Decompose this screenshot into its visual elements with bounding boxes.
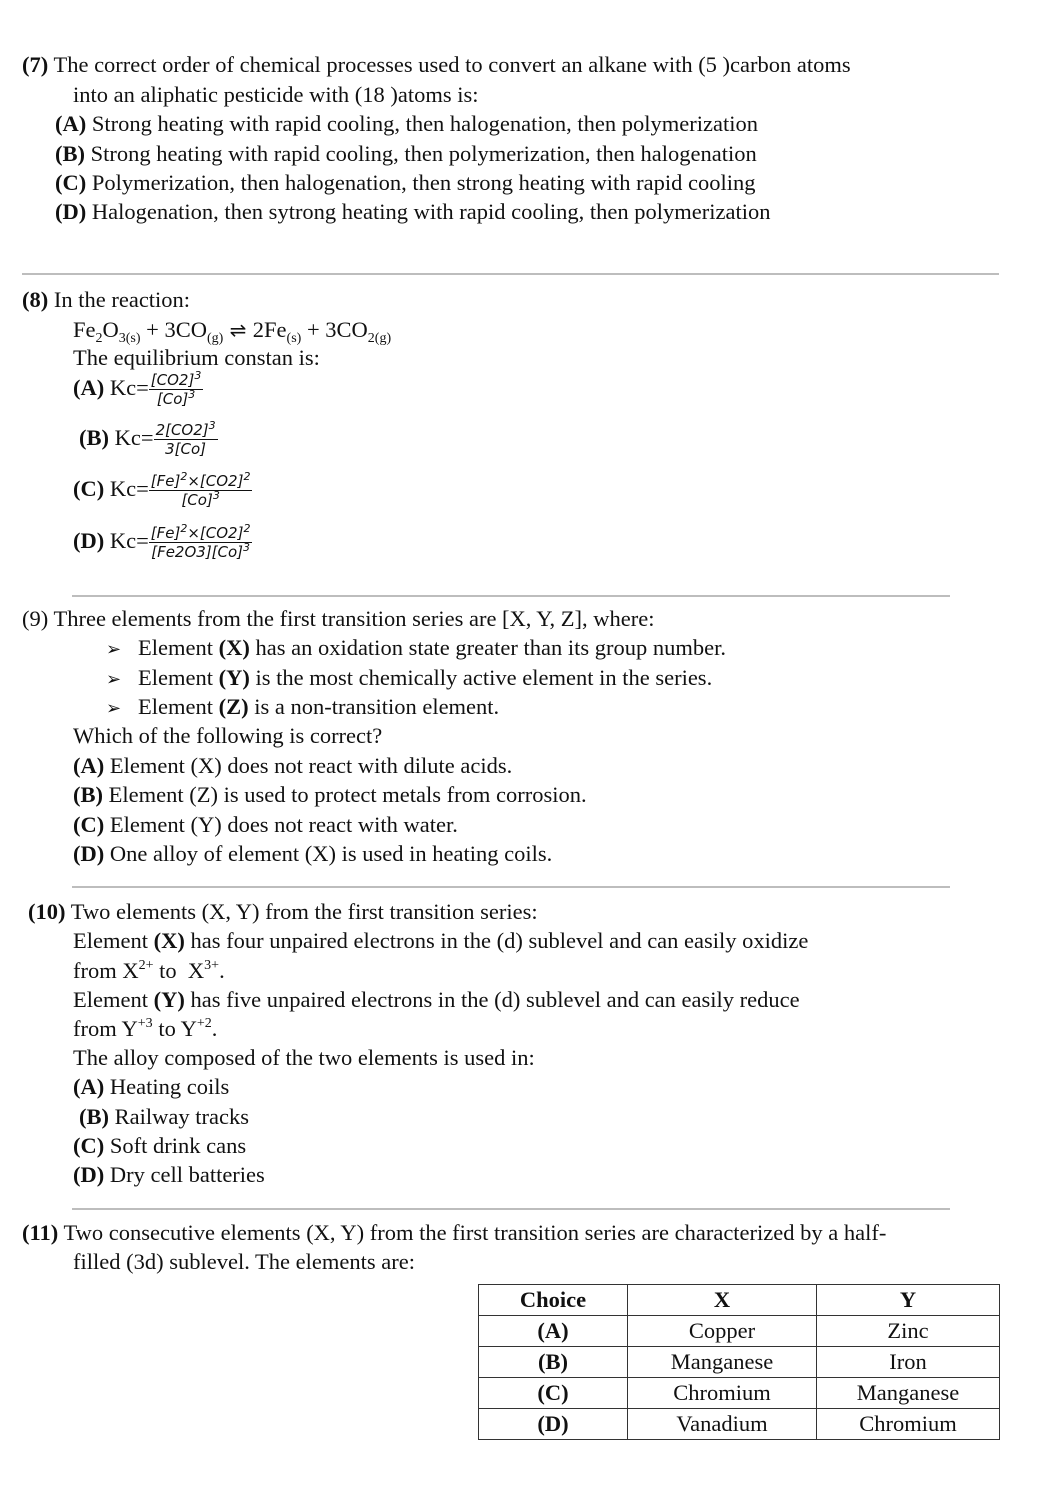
table-row — [479, 1378, 1000, 1409]
table-header-row — [479, 1285, 1000, 1316]
table-cell: (C) — [479, 1378, 628, 1409]
table-cell: (B) — [479, 1347, 628, 1378]
q8-stem-text: In the reaction: — [48, 287, 191, 312]
fraction-denominator: $[Co]^3$ — [156, 388, 196, 408]
table-cell: Copper — [628, 1316, 817, 1347]
option-label: (B) — [79, 425, 109, 451]
table-cell: Vanadium — [628, 1409, 817, 1440]
q8-number: (8) — [22, 287, 49, 312]
q10-option-b: (B) Railway tracks — [79, 1104, 249, 1129]
q9-option-b: (B) Element (Z) is used to protect metals from corrosion. — [73, 782, 587, 807]
reaction-sub: 2(g) — [367, 331, 392, 346]
q7-number: (7) — [22, 52, 49, 77]
kc-fraction — [154, 419, 218, 458]
column-header: Choice — [479, 1285, 628, 1316]
option-label: (C) — [55, 170, 87, 195]
arrow-bullet-icon: ➢ — [106, 698, 122, 719]
divider — [72, 1208, 950, 1210]
q10-x-line-2: from $X^{2+}$ to $X^{3+}$. — [73, 958, 225, 983]
q11-choices-table — [478, 1284, 1000, 1440]
q7-stem-line-2: into an aliphatic pesticide with (18 )atoms is: — [73, 82, 479, 107]
q9-question: Which of the following is correct? — [73, 723, 383, 748]
column-header: Y — [817, 1285, 1000, 1316]
table-cell: Zinc — [817, 1316, 1000, 1347]
q11-stem-line-2: filled (3d) sublevel. The elements are: — [73, 1249, 415, 1274]
q9-number: (9) — [22, 606, 49, 631]
kc-label: Kc= — [109, 476, 149, 502]
kc-fraction — [149, 470, 253, 509]
q10-x-line-1: Element (X) has four unpaired electrons in the (d) sublevel and can easily oxidize — [73, 928, 809, 953]
q10-y-line-1: Element (Y) has five unpaired electrons in the (d) sublevel and can easily reduce — [73, 987, 800, 1012]
q7-option-c — [55, 172, 755, 195]
kc-label: Kc= — [109, 375, 149, 401]
table-cell: (A) — [479, 1316, 628, 1347]
table-row — [479, 1347, 1000, 1378]
q10-option-d: (D) Dry cell batteries — [73, 1162, 265, 1187]
q9-option-a: (A) Element (X) does not react with dilute acids. — [73, 753, 513, 778]
q11-stem-text: Two consecutive elements (X, Y) from the first transition series are characterized by a half- — [58, 1220, 887, 1245]
q10-number: (10) — [28, 899, 66, 924]
fraction-denominator: 3[Co] — [165, 440, 207, 458]
option-text: Strong heating with rapid cooling, then halogenation, then polymerization — [86, 111, 758, 136]
q11-number: (11) — [22, 1220, 59, 1245]
option-label: (A) — [73, 375, 105, 401]
option-text: Halogenation, then sytrong heating with rapid cooling, then polymerization — [86, 199, 771, 224]
option-label: (D) — [73, 528, 105, 554]
fraction-denominator: $[Fe2O3][Co]^3$ — [151, 541, 251, 561]
reaction-part: + 3CO — [301, 317, 368, 342]
table-row — [479, 1316, 1000, 1347]
reaction-part: 2Fe — [252, 317, 287, 342]
q7-stem-text: The correct order of chemical processes used to convert an alkane with (5 )carbon atoms — [48, 52, 851, 77]
q11-stem-line-1 — [22, 1222, 886, 1245]
q10-stem — [28, 901, 538, 924]
q9-bullet-z: ➢ Element (Z) is a non-transition element. — [106, 694, 500, 719]
q8-option-c — [73, 470, 252, 509]
q10-option-c: (C) Soft drink cans — [73, 1133, 247, 1158]
kc-fraction — [149, 522, 253, 561]
table-cell: Chromium — [817, 1409, 1000, 1440]
q8-option-d — [73, 522, 252, 561]
reaction-sub: (g) — [206, 331, 224, 346]
q7-option-d — [55, 201, 770, 224]
q7-option-a — [55, 113, 758, 136]
option-label: (D) — [55, 199, 87, 224]
divider — [72, 595, 950, 597]
q7-option-b — [55, 143, 757, 166]
q9-stem — [22, 608, 655, 631]
reaction-part: + 3CO — [140, 317, 207, 342]
reaction-sub: 3(s) — [118, 331, 141, 346]
q8-option-a — [73, 369, 203, 408]
column-header: X — [628, 1285, 817, 1316]
q9-stem-text: Three elements from the first transition series are [X, Y, Z], where: — [48, 606, 655, 631]
table-cell: Chromium — [628, 1378, 817, 1409]
q9-option-c: (C) Element (Y) does not react with water. — [73, 812, 458, 837]
reaction-sub: (s) — [286, 331, 302, 346]
q10-y-line-2: from $Y^{+3}$ to $Y^{+2}$. — [73, 1016, 218, 1041]
q10-option-a: (A) Heating coils — [73, 1074, 230, 1099]
q9-option-d: (D) One alloy of element (X) is used in heating coils. — [73, 841, 553, 866]
q7-stem-line-1 — [22, 54, 851, 77]
equilibrium-arrow: ⇌ — [223, 318, 253, 342]
table-cell: (D) — [479, 1409, 628, 1440]
table-cell: Manganese — [628, 1347, 817, 1378]
q10-question: The alloy composed of the two elements is used in: — [73, 1045, 535, 1070]
q8-stem — [22, 289, 190, 312]
fraction-numerator: $[Fe]^2\times[CO2]^2$ — [150, 470, 251, 490]
q8-option-b — [79, 419, 218, 458]
table-row — [479, 1409, 1000, 1440]
fraction-numerator: $2[CO2]^3$ — [155, 419, 216, 439]
table-cell: Manganese — [817, 1378, 1000, 1409]
arrow-bullet-icon: ➢ — [106, 669, 122, 690]
option-label: (B) — [55, 141, 85, 166]
fraction-numerator: $[CO2]^3$ — [150, 369, 202, 389]
option-label: (A) — [55, 111, 87, 136]
q8-prompt: The equilibrium constan is: — [73, 345, 320, 370]
q9-bullet-y: ➢ Element (Y) is the most chemically active element in the series. — [106, 665, 713, 690]
option-text: Strong heating with rapid cooling, then polymerization, then halogenation — [85, 141, 757, 166]
arrow-bullet-icon: ➢ — [106, 639, 122, 660]
divider — [72, 886, 950, 888]
option-text: Polymerization, then halogenation, then strong heating with rapid cooling — [86, 170, 756, 195]
table-cell: Iron — [817, 1347, 1000, 1378]
q8-reaction — [73, 317, 392, 346]
kc-label: Kc= — [114, 425, 154, 451]
reaction-part: Fe — [73, 317, 96, 342]
fraction-numerator: $[Fe]^2\times[CO2]^2$ — [150, 522, 251, 542]
kc-fraction — [149, 369, 204, 408]
q9-bullet-x: ➢ Element (X) has an oxidation state greater than its group number. — [106, 635, 726, 660]
fraction-denominator: $[Co]^3$ — [181, 489, 220, 509]
kc-label: Kc= — [109, 528, 149, 554]
reaction-sub: 2 — [95, 331, 103, 346]
q10-stem-text: Two elements (X, Y) from the first transition series: — [65, 899, 538, 924]
divider — [22, 273, 999, 275]
option-label: (C) — [73, 476, 105, 502]
reaction-part: O — [102, 317, 119, 342]
